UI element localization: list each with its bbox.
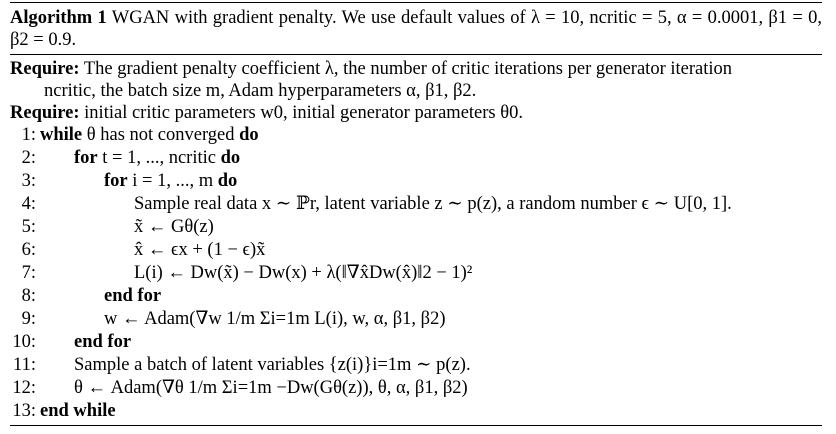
line-number: 7: <box>21 263 36 283</box>
step-11 <box>10 354 822 377</box>
require-2 <box>10 102 822 124</box>
require-text: initial critic parameters w0, initial generator parameters θ0. <box>84 103 523 123</box>
line-number: 1: <box>21 125 36 145</box>
line-number: 9: <box>21 309 36 329</box>
step-5 <box>10 216 822 239</box>
caption-text: WGAN with gradient penalty. We use default values of λ = 10, ncritic = 5, α = 0.0001, β1 = 0, β2 = 0.9. <box>10 8 822 50</box>
line-number: 6: <box>21 240 36 260</box>
algorithm-block <box>10 2 822 426</box>
line-number: 2: <box>21 148 36 168</box>
require-keyword: Require: <box>10 59 80 79</box>
step-text: θ ← Adam(∇θ 1/m Σi=1m −Dw(Gθ(z)), θ, α, β1, β2) <box>74 378 468 398</box>
step-text: x̃ ← Gθ(z) <box>134 217 214 237</box>
require-1-continuation: ncritic, the batch size m, Adam hyperparameters α, β1, β2. <box>44 81 477 101</box>
require-1 <box>10 58 822 80</box>
step-1 <box>10 124 822 147</box>
step-text: w ← Adam(∇w 1/m Σi=1m L(i), w, α, β1, β2) <box>104 309 446 329</box>
step-text: Sample a batch of latent variables {z(i)}i=1m ∼ p(z). <box>74 355 471 375</box>
step-text: for i = 1, ..., m do <box>104 171 238 191</box>
step-10 <box>10 331 822 354</box>
algorithm-caption <box>10 3 822 54</box>
step-12 <box>10 377 822 400</box>
step-4 <box>10 193 822 216</box>
step-text: while θ has not converged do <box>40 125 259 145</box>
step-text: end for <box>74 332 132 352</box>
line-number: 13: <box>12 401 36 421</box>
algorithm-steps <box>10 124 822 423</box>
line-number: 3: <box>21 171 36 191</box>
step-text: end for <box>104 286 162 306</box>
line-number: 10: <box>12 332 36 352</box>
line-number: 11: <box>13 355 36 375</box>
step-text: Sample real data x ∼ ℙr, latent variable z ∼ p(z), a random number ϵ ∼ U[0, 1]. <box>134 194 732 214</box>
bottom-rule <box>10 425 822 426</box>
step-text: end while <box>40 401 116 421</box>
step-text: for t = 1, ..., ncritic do <box>74 148 241 168</box>
step-text: L(i) ← Dw(x̃) − Dw(x) + λ(‖∇x̂Dw(x̂)‖2 − 1)² <box>134 263 473 283</box>
line-number: 12: <box>12 378 36 398</box>
step-8 <box>10 285 822 308</box>
require-text: The gradient penalty coefficient λ, the number of critic iterations per generator iteration <box>83 59 732 79</box>
line-number: 8: <box>21 286 36 306</box>
line-number: 5: <box>21 217 36 237</box>
step-3 <box>10 170 822 193</box>
requirements <box>10 55 822 124</box>
step-6 <box>10 239 822 262</box>
step-7 <box>10 262 822 285</box>
step-13 <box>10 400 822 423</box>
line-number: 4: <box>21 194 36 214</box>
step-9 <box>10 308 822 331</box>
step-text: x̂ ← ϵx + (1 − ϵ)x̃ <box>134 240 266 260</box>
step-2 <box>10 147 822 170</box>
require-keyword: Require: <box>10 103 80 123</box>
algorithm-label: Algorithm 1 <box>10 8 107 28</box>
